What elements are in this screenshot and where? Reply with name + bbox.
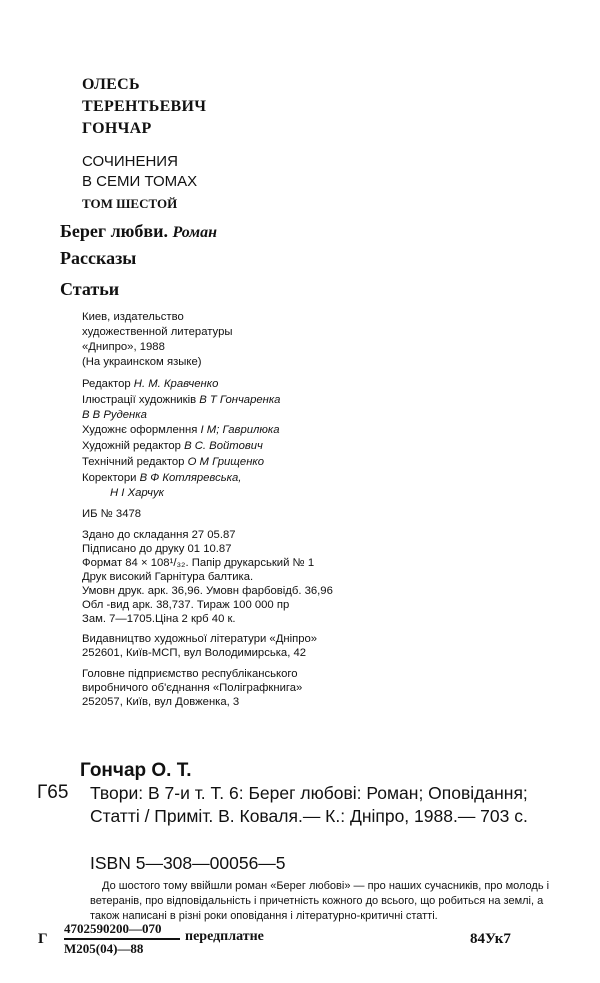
print-data-line1: Здано до складання 27 05.87 [82,529,236,541]
publisher-line2: художественной литературы [82,326,233,338]
works-title-line1: СОЧИНЕНИЯ [82,153,178,170]
publisher-address-line1: Видавництво художньої літератури «Дніпро» [82,633,318,645]
print-data-line4: Друк високий Гарнітура балтика. [82,571,254,583]
subscription-label: передплатне [185,929,264,944]
footer-letter: Г [38,931,48,947]
tech-editor-label: Технічний редактор [82,456,185,468]
author-first-name: ОЛЕСЬ [82,76,140,93]
print-data-line2: Підписано до друку 01 10.87 [82,543,232,555]
author-surname: ГОНЧАР [82,120,152,137]
volume-label: ТОМ ШЕСТОЙ [82,196,178,211]
credit-proofreaders-cont [110,486,164,502]
works-title-line2: В СЕМИ ТОМАХ [82,173,198,190]
proof-label: Коректори [82,472,137,484]
print-data-line7: Зам. 7—1705.Ціна 2 крб 40 к. [82,613,236,625]
publisher-language: (На украинском языке) [82,356,202,368]
author-patronymic: ТЕРЕНТЬЕВИЧ [82,98,207,115]
illustrators-label: Ілюстрації художників [82,394,197,406]
design-name: І М; Гаврилюка [200,424,280,436]
print-data-line6: Обл -вид арк. 38,737. Тираж 100 000 пр [82,599,290,611]
art-editor-name: В С. Войтович [184,440,263,452]
credit-illustrators-cont [82,408,147,424]
footer-numerator: 4702590200—070 [64,921,162,936]
novel-genre: Роман [172,224,217,241]
publisher-address-line2: 252601, Київ-МСП, вул Володимирська, 42 [82,647,307,659]
content-title-stories: Рассказы [60,248,137,268]
editor-label: Редактор [82,378,131,390]
content-title-articles: Статьи [60,279,120,299]
illustrators-name1: В Т Гончаренка [199,394,281,406]
print-data-line3: Формат 84 × 108¹/₃₂. Папір друкарський № 1 [82,557,315,569]
classification-code: 84Ук7 [470,931,511,947]
proof-name2: Н І Харчук [110,487,164,499]
proof-name1: В Ф Котляревська, [139,472,242,484]
credit-proofreaders [82,471,241,487]
tech-editor-name: О М Грищенко [187,456,265,468]
illustrators-name2: В В Руденка [82,409,147,421]
ib-number: ИБ № 3478 [82,508,142,520]
credit-tech-editor [82,455,264,471]
annotation: До шостого тому ввійшли роман «Берег любові» — про наших сучасників, про молодь і ветеранів, про відповідальність і причетність кожного до всього, що робиться на землі, а також написані в різні роки оповідання і літературно-критичні статті. [90,880,550,922]
novel-title: Берег любви. [60,221,169,241]
print-data-line5: Умовн друк. арк. 36,96. Умовн фарбовідб. 36,96 [82,585,333,597]
credit-art-editor [82,439,263,455]
design-label: Художнє оформлення [82,424,198,436]
art-editor-label: Художній редактор [82,440,181,452]
catalog-code: Г65 [37,782,69,803]
printer-address-line1: Головне підприємство республіканського [82,668,298,680]
publisher-line3: «Днипро», 1988 [82,341,165,353]
credit-illustrators [82,393,280,409]
credit-design [82,423,280,439]
credit-editor [82,377,218,393]
printer-address-line3: 252057, Київ, вул Довженка, 3 [82,696,240,708]
printer-address-line2: виробничого об'єднання «Поліграфкнига» [82,682,303,694]
fraction-divider [64,938,180,940]
catalog-author: Гончар О. Т. [80,760,192,781]
catalog-description: Твори: В 7-и т. Т. 6: Берег любові: Роман; Оповідання; Статті / Приміт. В. Коваля.— К.: Дніпро, 1988.— 703 с. [90,783,528,826]
editor-name: Н. М. Кравченко [133,378,219,390]
isbn: ISBN 5—308—00056—5 [90,853,286,873]
publisher-line1: Киев, издательство [82,311,184,323]
footer-denominator: М205(04)—88 [64,941,144,956]
content-title-novel [60,221,217,242]
